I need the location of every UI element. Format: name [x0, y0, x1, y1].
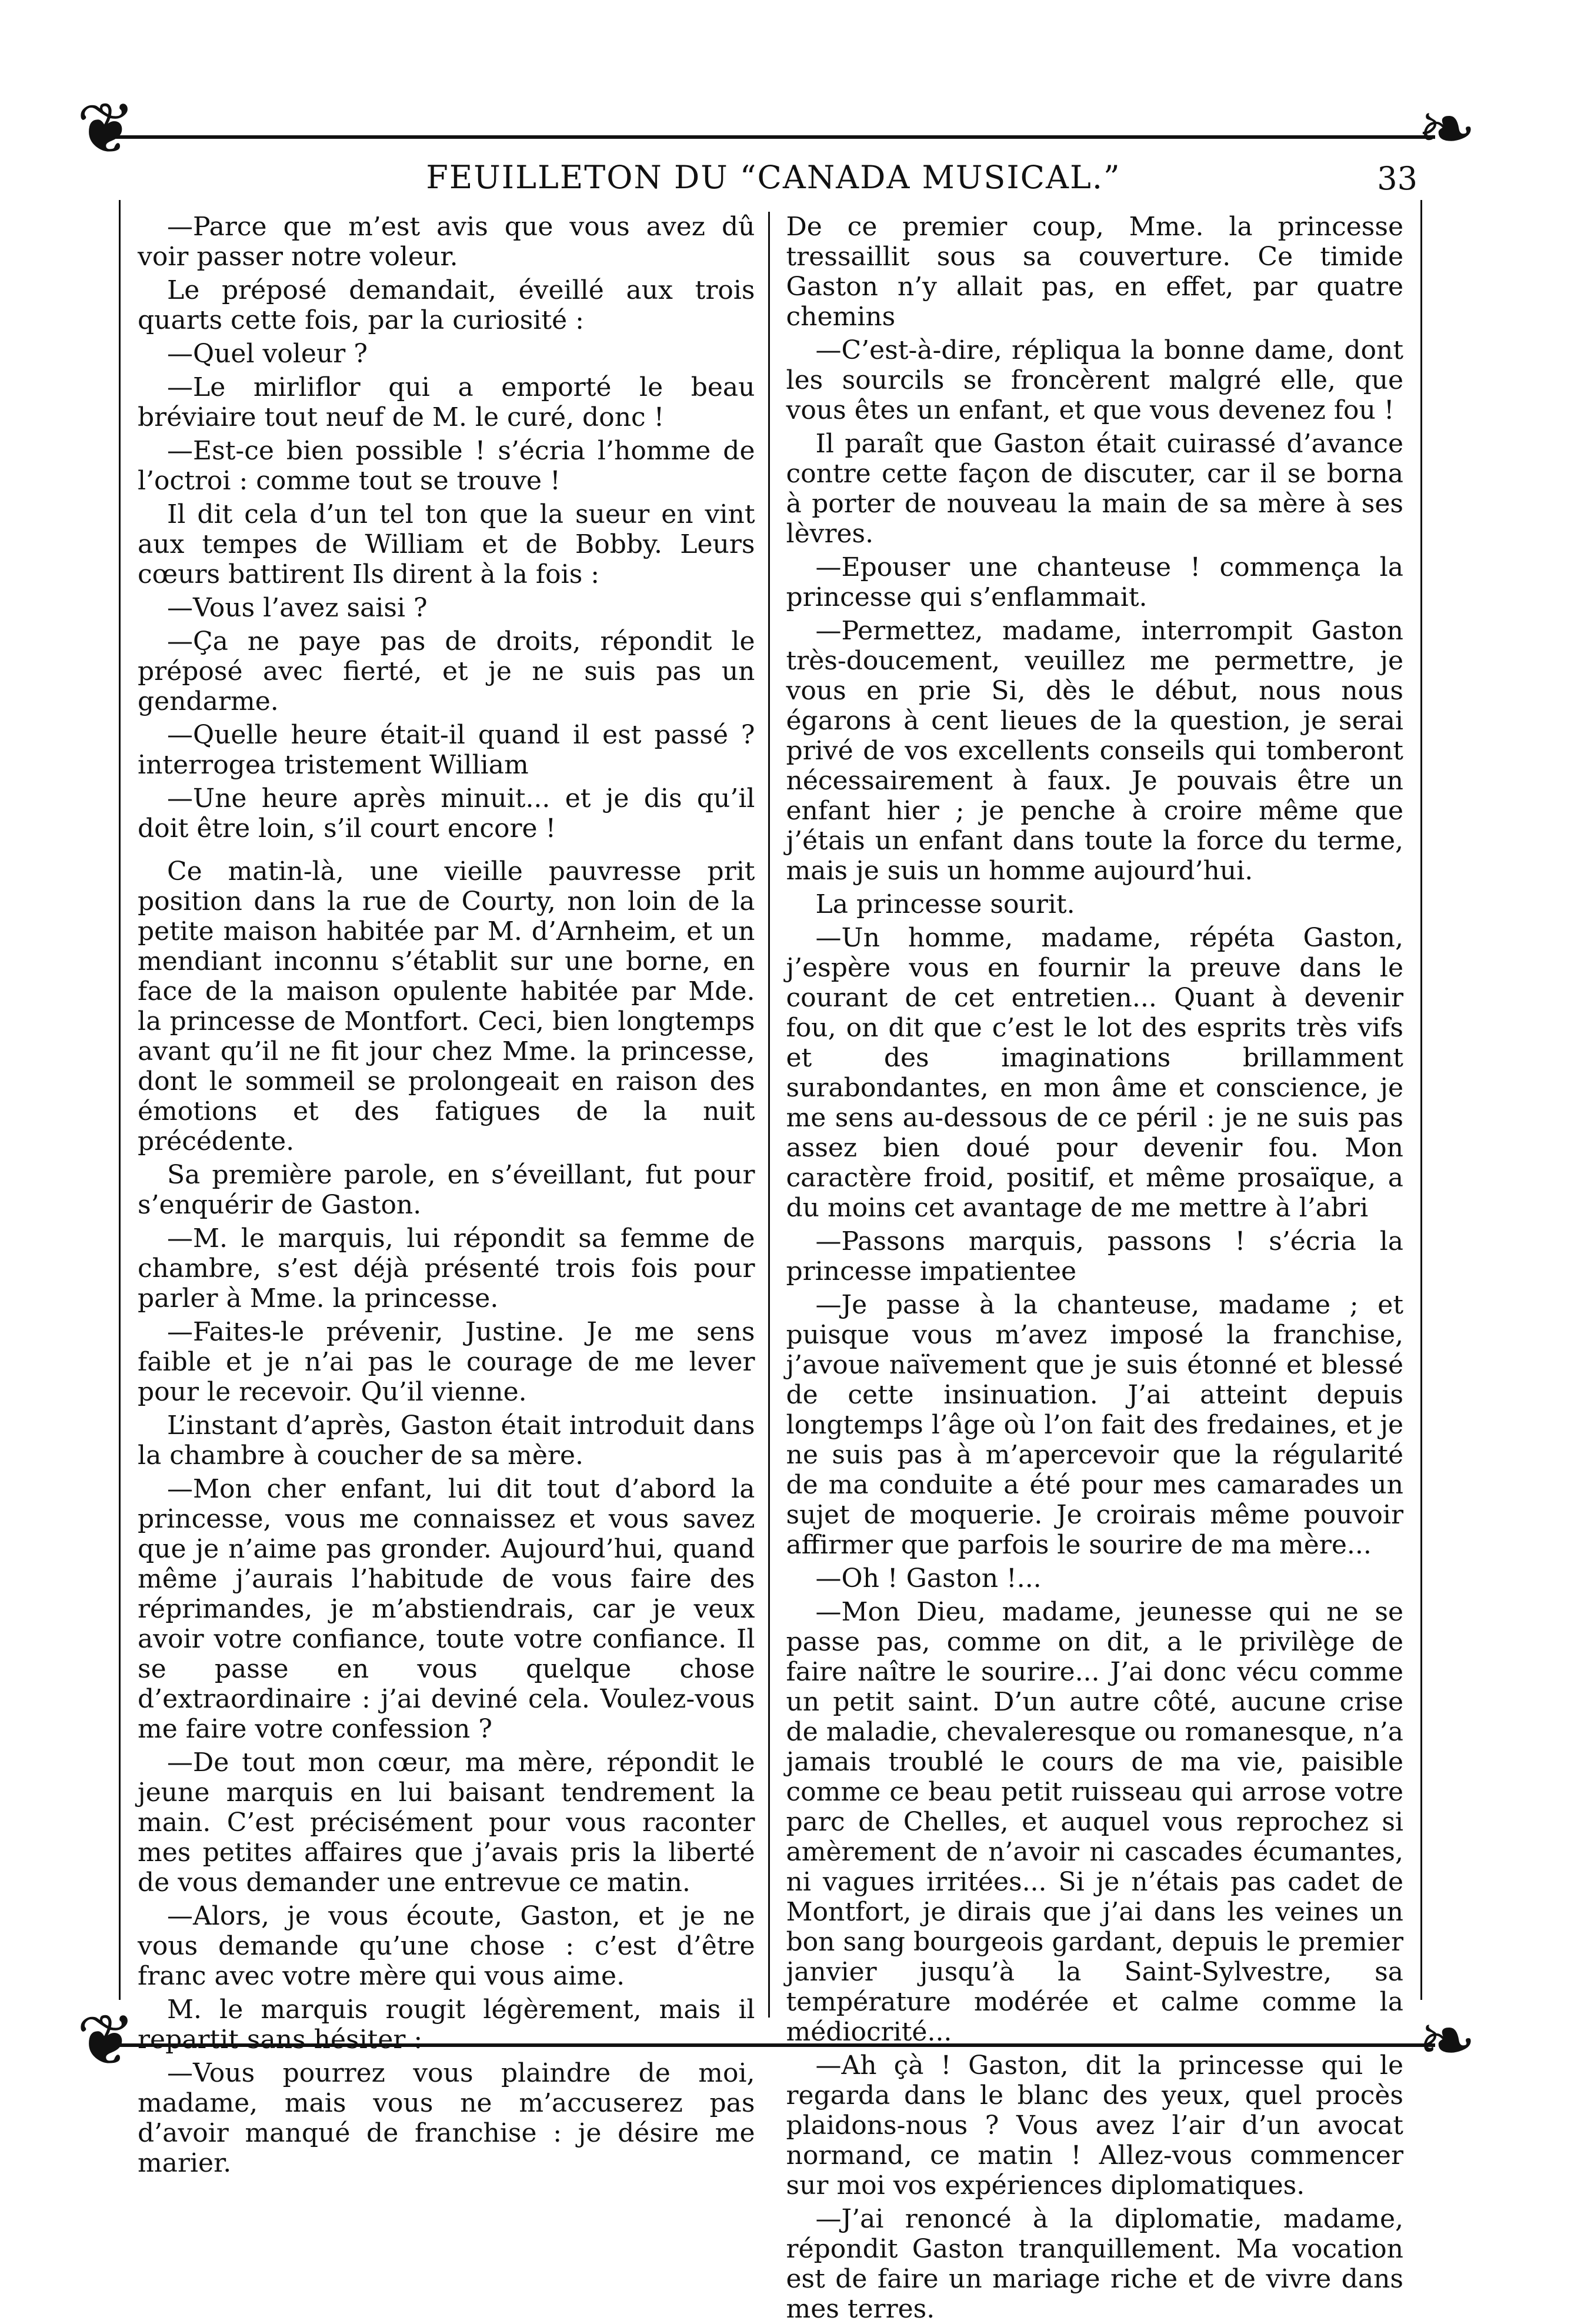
top-rule — [112, 135, 1435, 139]
paragraph: —De tout mon cœur, ma mère, répondit le jeune marquis en lui baisant tendrement la main. C’est précisément pour vous raconter mes petites affaires que j’avais pris la liberté de vous demander une entrevue ce matin. — [138, 1748, 755, 1898]
right-border — [1420, 200, 1422, 2000]
paragraph: —Quelle heure était-il quand il est passé ? interrogea tristement William — [138, 720, 755, 780]
paragraph: —Un homme, madame, répéta Gaston, j’espère vous en fournir la preuve dans le courant de cet entretien... Quant à devenir fou, on dit que c’est le lot des esprits très vifs et des imaginations brillamment surabondantes, en mon âme et conscience, je me sens au-dessous de ce péril : je ne suis pas assez bien doué pour devenir fou. Mon caractère froid, positif, et même prosaïque, a du moins cet avantage de me mettre à l’abri — [786, 923, 1403, 1223]
paragraph: —Parce que m’est avis que vous avez dû voir passer notre voleur. — [138, 212, 755, 272]
paragraph: —Mon Dieu, madame, jeunesse qui ne se passe pas, comme on dit, a le privilège de faire naître le sourire... J’ai donc vécu comme un petit saint. D’un autre côté, aucune crise de maladie, chevaleresque ou romanesque, n’a jamais troublé le cours de ma vie, paisible comme ce beau petit ruisseau qui arrose votre parc de Chelles, et auquel vous reprochez si amèrement de n’avoir ni cascades écumantes, ni vagues irritées... Si je n’étais pas cadet de Montfort, je dirais que j’ai dans les veines un bon sang bourgeois gardant, depuis le premier janvier jusqu’à la Saint-Sylvestre, sa température modérée et calme comme la médiocrité... — [786, 1597, 1403, 2047]
paragraph: —Permettez, madame, interrompit Gaston très-doucement, veuillez me permettre, je vous en prie Si, dès le début, nous nous égarons à cent lieues de la question, je serai privé de vos excellents conseils qui tomberont nécessairement à faux. Je pouvais être un enfant hier ; je penche à croire même que j’étais un enfant dans toute la force du terme, mais je suis un homme aujourd’hui. — [786, 616, 1403, 886]
paragraph: —M. le marquis, lui répondit sa femme de chambre, s’est déjà présenté trois fois pour parler à Mme. la princesse. — [138, 1223, 755, 1313]
paragraph: Il paraît que Gaston était cuirassé d’avance contre cette façon de discuter, car il se borna à porter de nouveau la main de sa mère à ses lèvres. — [786, 429, 1403, 549]
text-columns — [129, 212, 1412, 2324]
paragraph: Le préposé demandait, éveillé aux trois quarts cette fois, par la curiosité : — [138, 275, 755, 335]
right-column — [770, 212, 1412, 2324]
paragraph: —Mon cher enfant, lui dit tout d’abord la princesse, vous me connaissez et vous savez que je n’aime pas gronder. Aujourd’hui, quand même j’aurais l’habitude de vous faire des réprimandes, je m’abstiendrais, car je veux avoir votre confiance, toute votre confiance. Il se passe en vous quelque chose d’extraordinaire : j’ai deviné cela. Voulez-vous me faire votre confession ? — [138, 1474, 755, 1744]
paragraph: —Ah çà ! Gaston, dit la princesse qui le regarda dans le blanc des yeux, quel procès plaidons-nous ? Vous avez l’air d’un avocat normand, ce matin ! Allez-vous commencer sur moi vos expériences diplomatiques. — [786, 2050, 1403, 2200]
page-frame — [76, 88, 1476, 2324]
page-header: FEUILLETON DU “CANADA MUSICAL.” — [426, 159, 1121, 196]
paragraph: —Ça ne paye pas de droits, répondit le préposé avec fierté, et je ne suis pas un gendarme. — [138, 626, 755, 716]
paragraph: Il dit cela d’un tel ton que la sueur en vint aux tempes de William et de Bobby. Leurs cœurs battirent Ils dirent à la fois : — [138, 499, 755, 589]
paragraph: —Oh ! Gaston !... — [815, 1563, 1042, 1593]
paragraph: —Quel voleur ? — [167, 339, 368, 369]
paragraph: L’instant d’après, Gaston était introduit dans la chambre à coucher de sa mère. — [138, 1411, 755, 1471]
page-number: 33 — [1377, 160, 1417, 197]
paragraph: —Le mirliflor qui a emporté le beau bréviaire tout neuf de M. le curé, donc ! — [138, 372, 755, 432]
paragraph: —J’ai renoncé à la diplomatie, madame, répondit Gaston tranquillement. Ma vocation est de faire un mariage riche et de vivre dans mes terres. — [786, 2204, 1403, 2324]
paragraph: —Vous pourrez vous plaindre de moi, madame, mais vous ne m’accuserez pas d’avoir manqué de franchise : je désire me marier. — [138, 2058, 755, 2178]
ornament-top-left-icon: ❦ — [76, 88, 136, 170]
paragraph: —Passons marquis, passons ! s’écria la princesse impatientee — [786, 1226, 1403, 1286]
paragraph: Sa première parole, en s’éveillant, fut pour s’enquérir de Gaston. — [138, 1160, 755, 1220]
paragraph: —Une heure après minuit... et je dis qu’il doit être loin, s’il court encore ! — [138, 783, 755, 843]
paragraph: —Faites-le prévenir, Justine. Je me sens faible et je n’ai pas le courage de me lever pour le recevoir. Qu’il vienne. — [138, 1317, 755, 1407]
paragraph: —C’est-à-dire, répliqua la bonne dame, dont les sourcils se froncèrent malgré elle, que vous êtes un enfant, et que vous devenez fou ! — [786, 335, 1403, 425]
paragraph: —Est-ce bien possible ! s’écria l’homme de l’octroi : comme tout se trouve ! — [138, 436, 755, 496]
paragraph: —Vous l’avez saisi ? — [167, 593, 428, 623]
paragraph: De ce premier coup, Mme. la princesse tressaillit sous sa couverture. Ce timide Gaston n’y allait pas, en effet, par quatre chemins — [786, 212, 1403, 332]
left-border — [119, 200, 121, 2000]
paragraph: —Alors, je vous écoute, Gaston, et je ne vous demande qu’une chose : c’est d’être franc avec votre mère qui vous aime. — [138, 1901, 755, 1991]
ornament-top-right-icon: ❧ — [1417, 88, 1476, 170]
paragraph: Ce matin-là, une vieille pauvresse prit position dans la rue de Courty, non loin de la petite maison habitée par M. d’Arnheim, et un mendiant inconnu s’établit sur une borne, en face de la maison opulente habitée par Mde. la princesse de Montfort. Ceci, bien longtemps avant qu’il ne fit jour chez Mme. la princesse, dont le sommeil se prolongeait en raison des émotions et des fatigues de la nuit précédente. — [138, 856, 755, 1156]
left-column — [129, 212, 770, 2178]
paragraph: La princesse sourit. — [815, 889, 1075, 919]
ornament-bottom-right-icon: ❧ — [1417, 2000, 1476, 2082]
paragraph: —Je passe à la chanteuse, madame ; et puisque vous m’avez imposé la franchise, j’avoue naïvement que je suis étonné et blessé de cette insinuation. J’ai atteint depuis longtemps l’âge où l’on fait des fredaines, et je ne suis pas à m’apercevoir que la régularité de ma conduite a été pour mes camarades un sujet de moquerie. Je croirais même pouvoir affirmer que parfois le sourire de ma mère... — [786, 1290, 1403, 1560]
paragraph: —Epouser une chanteuse ! commença la princesse qui s’enflammait. — [786, 552, 1403, 612]
paragraph: M. le marquis rougit légèrement, mais il repartit sans hésiter : — [138, 1995, 755, 2055]
ornament-bottom-left-icon: ❦ — [76, 2000, 136, 2082]
